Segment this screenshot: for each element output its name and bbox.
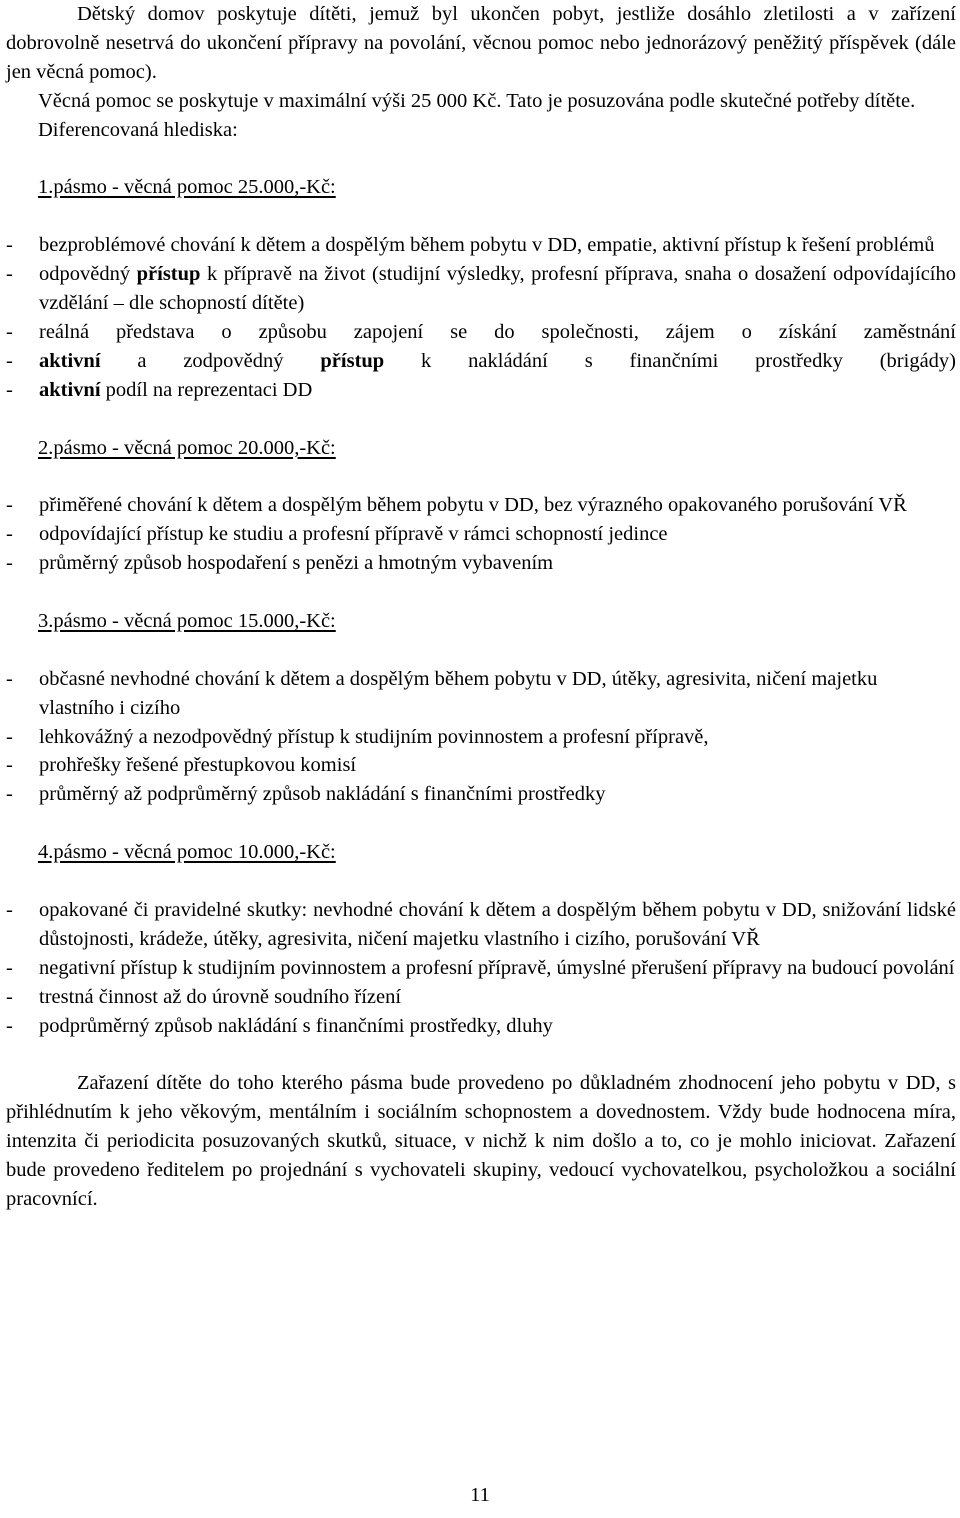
list-item-text: průměrný způsob hospodaření s penězi a hmotným vybavením	[39, 552, 554, 575]
list-item-text: opakované či pravidelné skutky: nevhodné chování k dětem a dospělým během pobytu v DD, snižování lidské důstojnosti, krádeže, útěky, agresivita, ničení majetku vlastního i cizího, porušování VŘ	[39, 898, 956, 950]
list-item-text: aktivní a zodpovědný přístup k nakládání s finančními prostředky (brigády)	[39, 349, 956, 372]
list-item-text: občasné nevhodné chování k dětem a dospělým během pobytu v DD, útěky, agresivita, ničení majetku vlastního i cizího	[39, 667, 878, 719]
list-item-text: odpovědný přístup k přípravě na život (studijní výsledky, profesní příprava, snaha o dosažení odpovídajícího vzdělání – dle schopností dítěte)	[39, 263, 956, 315]
list-item: - aktivní podíl na reprezentaci DD	[6, 378, 313, 401]
zone-3-title: 3.pásmo - věcná pomoc 15.000,-Kč:	[38, 609, 336, 632]
list-item: - opakované či pravidelné skutky: nevhodné chování k dětem a dospělým během pobytu v DD, snižování lidské důstojnosti, krádeže, útěky, agresivita, ničení majetku vlastního i cizího, porušování VŘ	[6, 898, 956, 950]
amount-paragraph: Věcná pomoc se poskytuje v maximální výši 25 000 Kč. Tato je posuzována podle skutečné potřeby dítěte.	[38, 89, 916, 112]
zone-1-title: 1.pásmo - věcná pomoc 25.000,-Kč:	[38, 176, 336, 199]
list-item-text: negativní přístup k studijním povinnostem a profesní přípravě, úmyslné přerušení přípravy na budoucí povolání	[39, 956, 955, 979]
intro-paragraph: Dětský domov poskytuje dítěti, jemuž byl ukončen pobyt, jestliže dosáhlo zletilosti a v zařízení dobrovolně nesetrvá do ukončení přípravy na povolání, věcnou pomoc nebo jednorázový peněžitý příspěvek (dále jen věcná pomoc).	[6, 3, 956, 83]
list-item-text: průměrný až podprůměrný způsob nakládání s finančními prostředky	[39, 783, 606, 806]
list-item-text: bezproblémové chování k dětem a dospělým během pobytu v DD, empatie, aktivní přístup k řešení problémů	[39, 234, 935, 257]
page-number: 11	[470, 1484, 490, 1506]
closing-paragraph: Zařazení dítěte do toho kterého pásma bude provedeno po důkladném zhodnocení jeho pobytu v DD, s přihlédnutím k jeho věkovým, mentálním i sociálním schopnostem a dovednostem. Vždy bude hodnocena míra, intenzita či periodicita posuzovaných skutků, situace, v nichž k nim došlo a to, co je mohlo iniciovat. Zařazení bude provedeno ředitelem po projednání s vychovateli skupiny, vedoucí vychovatelkou, psycholožkou a sociální pracovnící.	[6, 1072, 956, 1211]
list-item-text: aktivní podíl na reprezentaci DD	[39, 378, 313, 401]
list-item-text: lehkovážný a nezodpovědný přístup k studijním povinnostem a profesní přípravě,	[39, 725, 709, 748]
zone-1-list	[6, 231, 956, 404]
list-item: - aktivní a zodpovědný přístup k nakládání s finančními prostředky (brigády)	[6, 349, 956, 372]
list-item: - průměrný až podprůměrný způsob nakládání s finančními prostředky	[6, 783, 606, 806]
zone-4-list	[6, 896, 956, 1041]
criteria-heading: Diferencovaná hlediska:	[38, 118, 238, 141]
list-item-text: prohřešky řešené přestupkovou komisí	[39, 754, 357, 777]
list-item: - lehkovážný a nezodpovědný přístup k studijním povinnostem a profesní přípravě,	[6, 725, 709, 748]
zone-2-title: 2.pásmo - věcná pomoc 20.000,-Kč:	[38, 436, 336, 459]
list-item: - trestná činnost až do úrovně soudního řízení	[6, 985, 402, 1008]
list-item: - reálná představa o způsobu zapojení se do společnosti, zájem o získání zaměstnání	[6, 320, 956, 343]
zone-2-list	[6, 491, 956, 578]
list-item: - podprůměrný způsob nakládání s finančními prostředky, dluhy	[6, 1014, 553, 1037]
zone-3-list	[6, 665, 956, 810]
list-item-text: reálná představa o způsobu zapojení se do společnosti, zájem o získání zaměstnání	[39, 320, 956, 343]
list-item: - občasné nevhodné chování k dětem a dospělým během pobytu v DD, útěky, agresivita, ničení majetku vlastního i cizího	[6, 667, 878, 719]
list-item: - přiměřené chování k dětem a dospělým během pobytu v DD, bez výrazného opakovaného porušování VŘ	[6, 494, 907, 517]
list-item-text: přiměřené chování k dětem a dospělým během pobytu v DD, bez výrazného opakovaného porušování VŘ	[39, 494, 907, 517]
list-item-text: odpovídající přístup ke studiu a profesní přípravě v rámci schopností jedince	[39, 523, 668, 546]
list-item: - odpovědný přístup k přípravě na život (studijní výsledky, profesní příprava, snaha o dosažení odpovídajícího vzdělání – dle schopností dítěte)	[6, 263, 956, 315]
list-item-text: podprůměrný způsob nakládání s finančními prostředky, dluhy	[39, 1014, 553, 1037]
list-item: - negativní přístup k studijním povinnostem a profesní přípravě, úmyslné přerušení přípravy na budoucí povolání	[6, 956, 955, 979]
list-item: - průměrný způsob hospodaření s penězi a hmotným vybavením	[6, 552, 554, 575]
list-item-text: trestná činnost až do úrovně soudního řízení	[39, 985, 402, 1008]
document-page	[6, 0, 956, 1214]
zone-4-title: 4.pásmo - věcná pomoc 10.000,-Kč:	[38, 841, 336, 864]
list-item: - odpovídající přístup ke studiu a profesní přípravě v rámci schopností jedince	[6, 523, 668, 546]
list-item: - prohřešky řešené přestupkovou komisí	[6, 754, 357, 777]
list-item: - bezproblémové chování k dětem a dospělým během pobytu v DD, empatie, aktivní přístup k řešení problémů	[6, 234, 935, 257]
